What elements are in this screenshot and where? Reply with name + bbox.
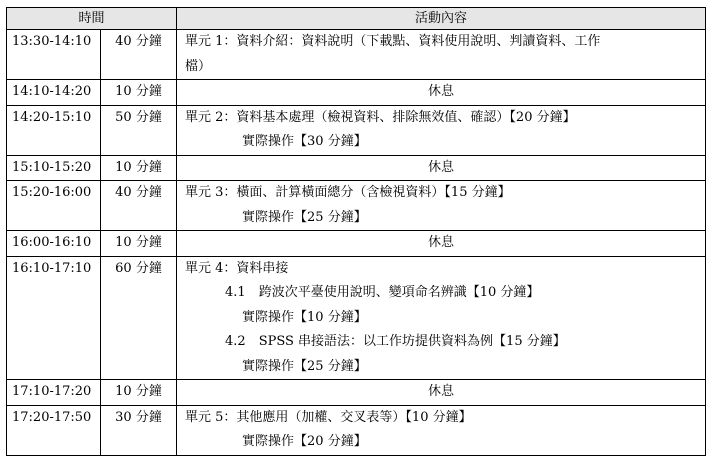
time-cell: 15:20-16:00 (7, 181, 101, 231)
session-row (7, 405, 706, 455)
content-line: 實際操作【20 分鐘】 (242, 434, 367, 449)
time-cell: 16:10-17:10 (7, 256, 101, 380)
duration-cell: 40 分鐘 (101, 181, 177, 231)
break-row (7, 155, 706, 181)
content-line: 4.1 跨波次平臺使用說明、變項命名辨識【10 分鐘】 (225, 285, 540, 300)
session-row (7, 181, 706, 231)
content-line: 單元 1：資料介紹：資料說明（下載點、資料使用說明、判讀資料、工作 (185, 34, 601, 49)
header-time: 時間 (7, 8, 177, 30)
content-cell (177, 256, 706, 380)
header-row (7, 8, 706, 30)
session-row (7, 105, 706, 155)
header-content: 活動內容 (177, 8, 706, 30)
schedule-table (6, 7, 706, 456)
duration-cell: 10 分鐘 (101, 80, 177, 106)
session-row (7, 30, 706, 80)
content-line: 實際操作【25 分鐘】 (242, 209, 367, 225)
content-line: 實際操作【25 分鐘】 (242, 358, 367, 374)
content-cell (177, 105, 706, 155)
content-line: 實際操作【30 分鐘】 (242, 134, 367, 149)
content-line: 實際操作【10 分鐘】 (242, 309, 367, 325)
duration-cell: 40 分鐘 (101, 30, 177, 80)
time-cell: 17:10-17:20 (7, 380, 101, 406)
time-cell: 13:30-14:10 (7, 30, 101, 80)
content-line: 單元 3：橫面、計算橫面總分（含檢視資料）【15 分鐘】 (185, 185, 511, 200)
break-row (7, 231, 706, 257)
content-cell (177, 181, 706, 231)
content-line: 單元 4：資料串接 (185, 260, 289, 276)
content-cell (177, 30, 706, 80)
duration-cell: 10 分鐘 (101, 380, 177, 406)
duration-cell: 60 分鐘 (101, 256, 177, 380)
content-line: 單元 2：資料基本處理（檢視資料、排除無效值、確認）【20 分鐘】 (185, 109, 576, 125)
time-cell: 15:10-15:20 (7, 155, 101, 181)
duration-cell: 10 分鐘 (101, 155, 177, 181)
time-cell: 16:00-16:10 (7, 231, 101, 257)
break-row (7, 380, 706, 406)
break-cell: 休息 (177, 380, 706, 406)
time-cell: 14:10-14:20 (7, 80, 101, 106)
break-cell: 休息 (177, 80, 706, 106)
content-line: 單元 5：其他應用（加權、交叉表等）【10 分鐘】 (185, 409, 472, 425)
duration-cell: 10 分鐘 (101, 231, 177, 257)
break-row (7, 80, 706, 106)
duration-cell: 50 分鐘 (101, 105, 177, 155)
time-cell: 14:20-15:10 (7, 105, 101, 155)
break-cell: 休息 (177, 155, 706, 181)
break-cell: 休息 (177, 231, 706, 257)
content-cell (177, 405, 706, 455)
content-line: 4.2 SPSS 串接語法：以工作坊提供資料為例【15 分鐘】 (225, 334, 566, 349)
content-line: 檔） (185, 58, 212, 74)
time-cell: 17:20-17:50 (7, 405, 101, 455)
duration-cell: 30 分鐘 (101, 405, 177, 455)
session-row (7, 256, 706, 380)
